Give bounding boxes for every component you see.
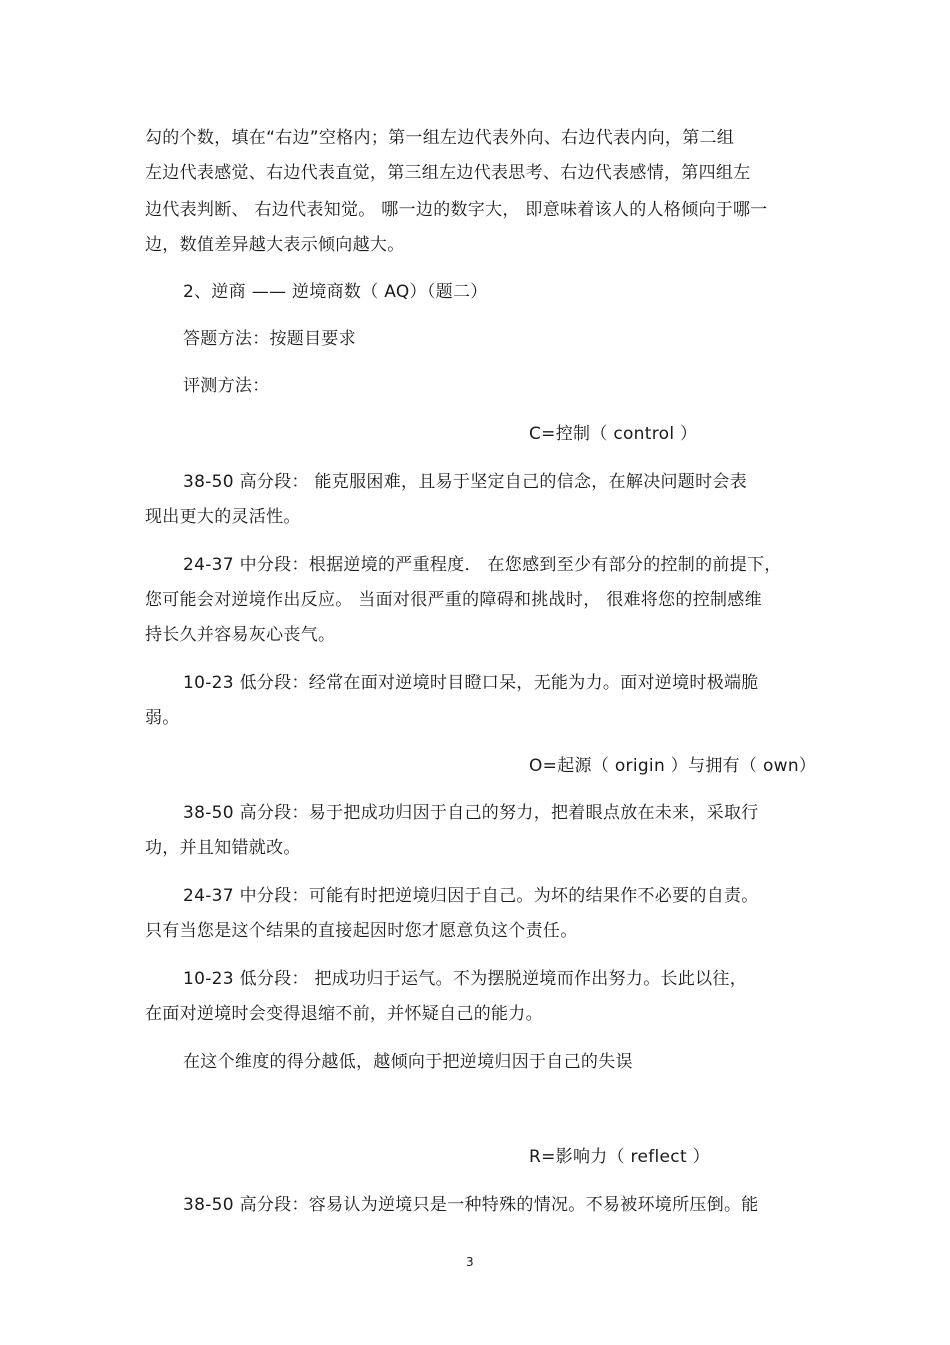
text-line: 24-37 中分段：根据逆境的严重程度． 在您感到至少有部分的控制的前提下，	[183, 555, 782, 575]
page-number: 3	[466, 1255, 474, 1269]
dimension-heading-origin: O=起源（ origin ）与拥有（ own）	[529, 756, 817, 776]
text-line: 边，数值差异越大表示倾向越大。	[145, 235, 405, 255]
text-line: 38-50 高分段：易于把成功归因于自己的努力，把着眼点放在未来，采取行	[183, 803, 759, 823]
text-line: 评测方法：	[183, 376, 270, 396]
text-line: 边代表判断、 右边代表知觉。 哪一边的数字大， 即意味着该人的人格倾向于哪一	[145, 200, 768, 220]
dimension-heading-control: C=控制（ control ）	[529, 424, 698, 444]
text-line: 答题方法：按题目要求	[183, 329, 356, 349]
text-line: 您可能会对逆境作出反应。 当面对很严重的障碍和挑战时， 很难将您的控制感维	[145, 590, 762, 610]
text-line: 只有当您是这个结果的直接起因时您才愿意负这个责任。	[145, 921, 578, 941]
text-line: 勾的个数，填在“右边”空格内；第一组左边代表外向、右边代表内向，第二组	[145, 128, 735, 148]
text-line: 弱。	[145, 708, 180, 728]
text-line: 功，并且知错就改。	[145, 838, 301, 858]
text-line: 38-50 高分段： 能克服困难，且易于坚定自己的信念，在解决问题时会表	[183, 472, 748, 492]
text-line: 在这个维度的得分越低，越倾向于把逆境归因于自己的失误	[183, 1052, 633, 1072]
text-line: 10-23 低分段：经常在面对逆境时目瞪口呆，无能为力。面对逆境时极端脆	[183, 673, 759, 693]
text-line: 在面对逆境时会变得退缩不前，并怀疑自己的能力。	[145, 1004, 543, 1024]
section-heading: 2、逆商 —— 逆境商数（ AQ）（题二）	[183, 282, 488, 302]
text-line: 24-37 中分段：可能有时把逆境归因于自己。为坏的结果作不必要的自责。	[183, 886, 759, 906]
text-line: 38-50 高分段：容易认为逆境只是一种特殊的情况。不易被环境所压倒。能	[183, 1195, 759, 1215]
dimension-heading-reflect: R=影响力（ reflect ）	[529, 1147, 710, 1167]
text-line: 左边代表感觉、右边代表直觉，第三组左边代表思考、右边代表感情，第四组左	[145, 163, 751, 183]
text-line: 10-23 低分段： 把成功归于运气。不为摆脱逆境而作出努力。长此以往，	[183, 969, 748, 989]
text-line: 持长久并容易灰心丧气。	[145, 625, 336, 645]
text-line: 现出更大的灵活性。	[145, 507, 301, 527]
